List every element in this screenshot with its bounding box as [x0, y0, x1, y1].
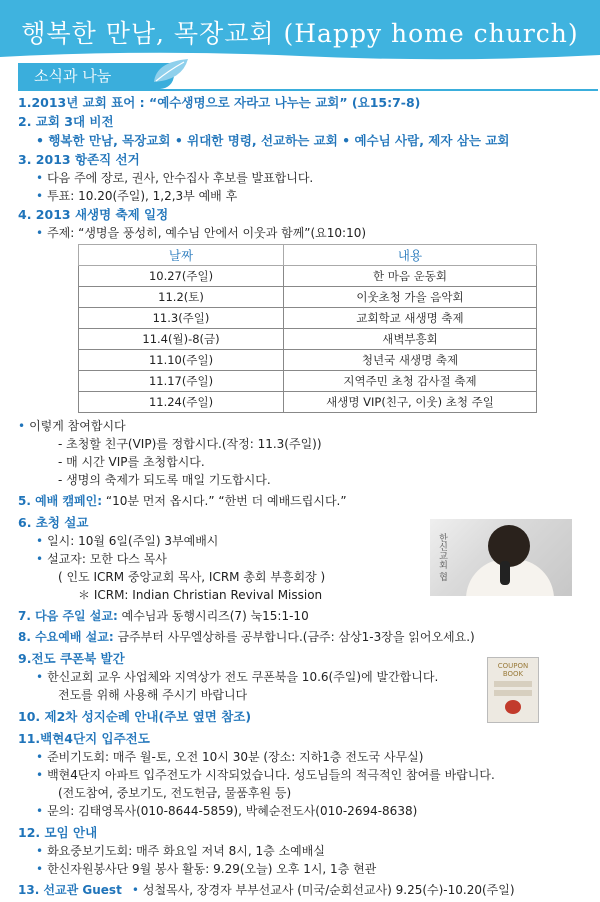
meeting-line-2: • 한신자원봉사단 9월 봉사 활동: 9.29(오늘) 오후 1시, 1층 현관 [36, 862, 377, 876]
section-10-title: 10. 제2차 성지순례 안내(주보 옆면 참조) [18, 709, 252, 724]
section-tab: 소식과 나눔 [18, 63, 174, 89]
sermon-date: • 일시: 10월 6일(주일) 3부예배시 [36, 534, 219, 548]
participation-line-2: - 매 시간 VIP를 초청합시다. [58, 455, 205, 469]
icrm-note: ＊ ICRM: Indian Christian Revival Mission [78, 588, 323, 602]
table-row: 11.3(주일) 교회학교 새생명 축제 [79, 308, 537, 329]
section-8: 8. 수요예배 설교: 금주부터 사무엘상하를 공부합니다.(금주: 삼상1-3장을 읽어오세요.) [18, 630, 475, 644]
vision-list: • 행복한 만남, 목장교회 • 위대한 명령, 선교하는 교회 • 예수님 사람, 제자 삼는 교회 [36, 133, 510, 148]
page-title: 행복한 만남, 목장교회 (Happy home church) [21, 19, 579, 48]
section-2-title: 2. 교회 3대 비전 [18, 114, 114, 129]
preacher-photo [430, 519, 572, 596]
election-line-1: • 다음 주에 장로, 권사, 안수집사 후보를 발표합니다. [36, 171, 314, 185]
coupon-book-image [487, 657, 539, 723]
coupon-line-2: 전도를 위해 사용해 주시기 바랍니다 [58, 688, 248, 702]
participation-heading: • 이렇게 참여합시다 [18, 419, 126, 433]
move-in-contact: • 문의: 김태영목사(010-8644-5859), 박혜순전도사(010-2694-8638) [36, 804, 418, 818]
sermon-preacher: • 설교자: 모한 다스 목사 [36, 552, 167, 566]
participation-line-1: - 초청할 친구(VIP)를 정합시다.(작정: 11.3(주일)) [58, 437, 322, 451]
move-in-line-3: (전도참여, 중보기도, 전도헌금, 물품후원 등) [58, 786, 292, 800]
table-header-date: 날짜 [79, 245, 284, 266]
microphone-icon [500, 561, 510, 585]
header-wave [0, 49, 600, 63]
section-6-title: 6. 초청 설교 [18, 515, 89, 530]
move-in-line-2: • 백현4단지 아파트 입주전도가 시작되었습니다. 성도님들의 적극적인 참여를 바랍니다. [36, 768, 495, 782]
section-4-title: 4. 2013 새생명 축제 일정 [18, 207, 169, 222]
section-9-title: 9.전도 쿠폰북 발간 [18, 651, 125, 666]
meeting-line-1: • 화요중보기도회: 매주 화요일 저녁 8시, 1층 소예배실 [36, 844, 325, 858]
festival-theme: • 주제: “생명을 풍성히, 예수님 안에서 이웃과 함께”(요10:10) [36, 226, 367, 240]
table-row: 10.27(주일) 한 마음 운동회 [79, 266, 537, 287]
photo-caption: 한신교회 협 [437, 533, 447, 581]
coupon-line-1: • 한신교회 교우 사업체와 지역상가 전도 쿠폰북을 10.6(주일)에 발간합니다. [36, 670, 439, 684]
tab-underline [18, 89, 598, 91]
table-row: 11.24(주일) 새생명 VIP(친구, 이웃) 초청 주일 [79, 392, 537, 413]
section-13: 13. 선교관 Guest • 성철목사, 장경자 부부선교사 (미국/순회선교사) 9.25(수)-10.20(주일) [18, 883, 515, 897]
section-3-title: 3. 2013 항존직 선거 [18, 152, 140, 167]
preacher-detail: ( 인도 ICRM 중앙교회 목사, ICRM 총회 부흥회장 ) [58, 570, 326, 584]
leaf-icon [150, 56, 192, 86]
table-header-content: 내용 [284, 245, 537, 266]
table-row: 11.2(토) 이웃초청 가을 음악회 [79, 287, 537, 308]
section-5: 5. 예배 캠페인: “10분 먼저 옵시다.” “한번 더 예배드립시다.” [18, 494, 347, 508]
notice-content [18, 93, 593, 899]
table-row: 11.10(주일) 청년국 새생명 축제 [79, 350, 537, 371]
section-1-title: 1.2013년 교회 표어 : “예수생명으로 자라고 나누는 교회” (요15:7-8) [18, 95, 421, 110]
festival-schedule-table [78, 244, 537, 413]
election-line-2: • 투표: 10.20(주일), 1,2,3부 예배 후 [36, 189, 238, 203]
coupon-title: COUPON BOOK [497, 662, 529, 678]
table-row: 11.4(월)-8(금) 새벽부흥회 [79, 329, 537, 350]
header-banner [0, 0, 600, 62]
table-row: 11.17(주일) 지역주민 초청 감사절 축제 [79, 371, 537, 392]
section-11-title: 11.백현4단지 입주전도 [18, 731, 150, 746]
participation-line-3: - 생명의 축제가 되도록 매일 기도합시다. [58, 473, 271, 487]
section-12-title: 12. 모임 안내 [18, 825, 98, 840]
section-7: 7. 다음 주일 설교: 예수님과 동행시리즈(7) 눅15:1-10 [18, 609, 309, 623]
church-logo-icon [505, 700, 521, 714]
move-in-line-1: • 준비기도회: 매주 월-토, 오전 10시 30분 (장소: 지하1층 전도국 사무실) [36, 750, 424, 764]
